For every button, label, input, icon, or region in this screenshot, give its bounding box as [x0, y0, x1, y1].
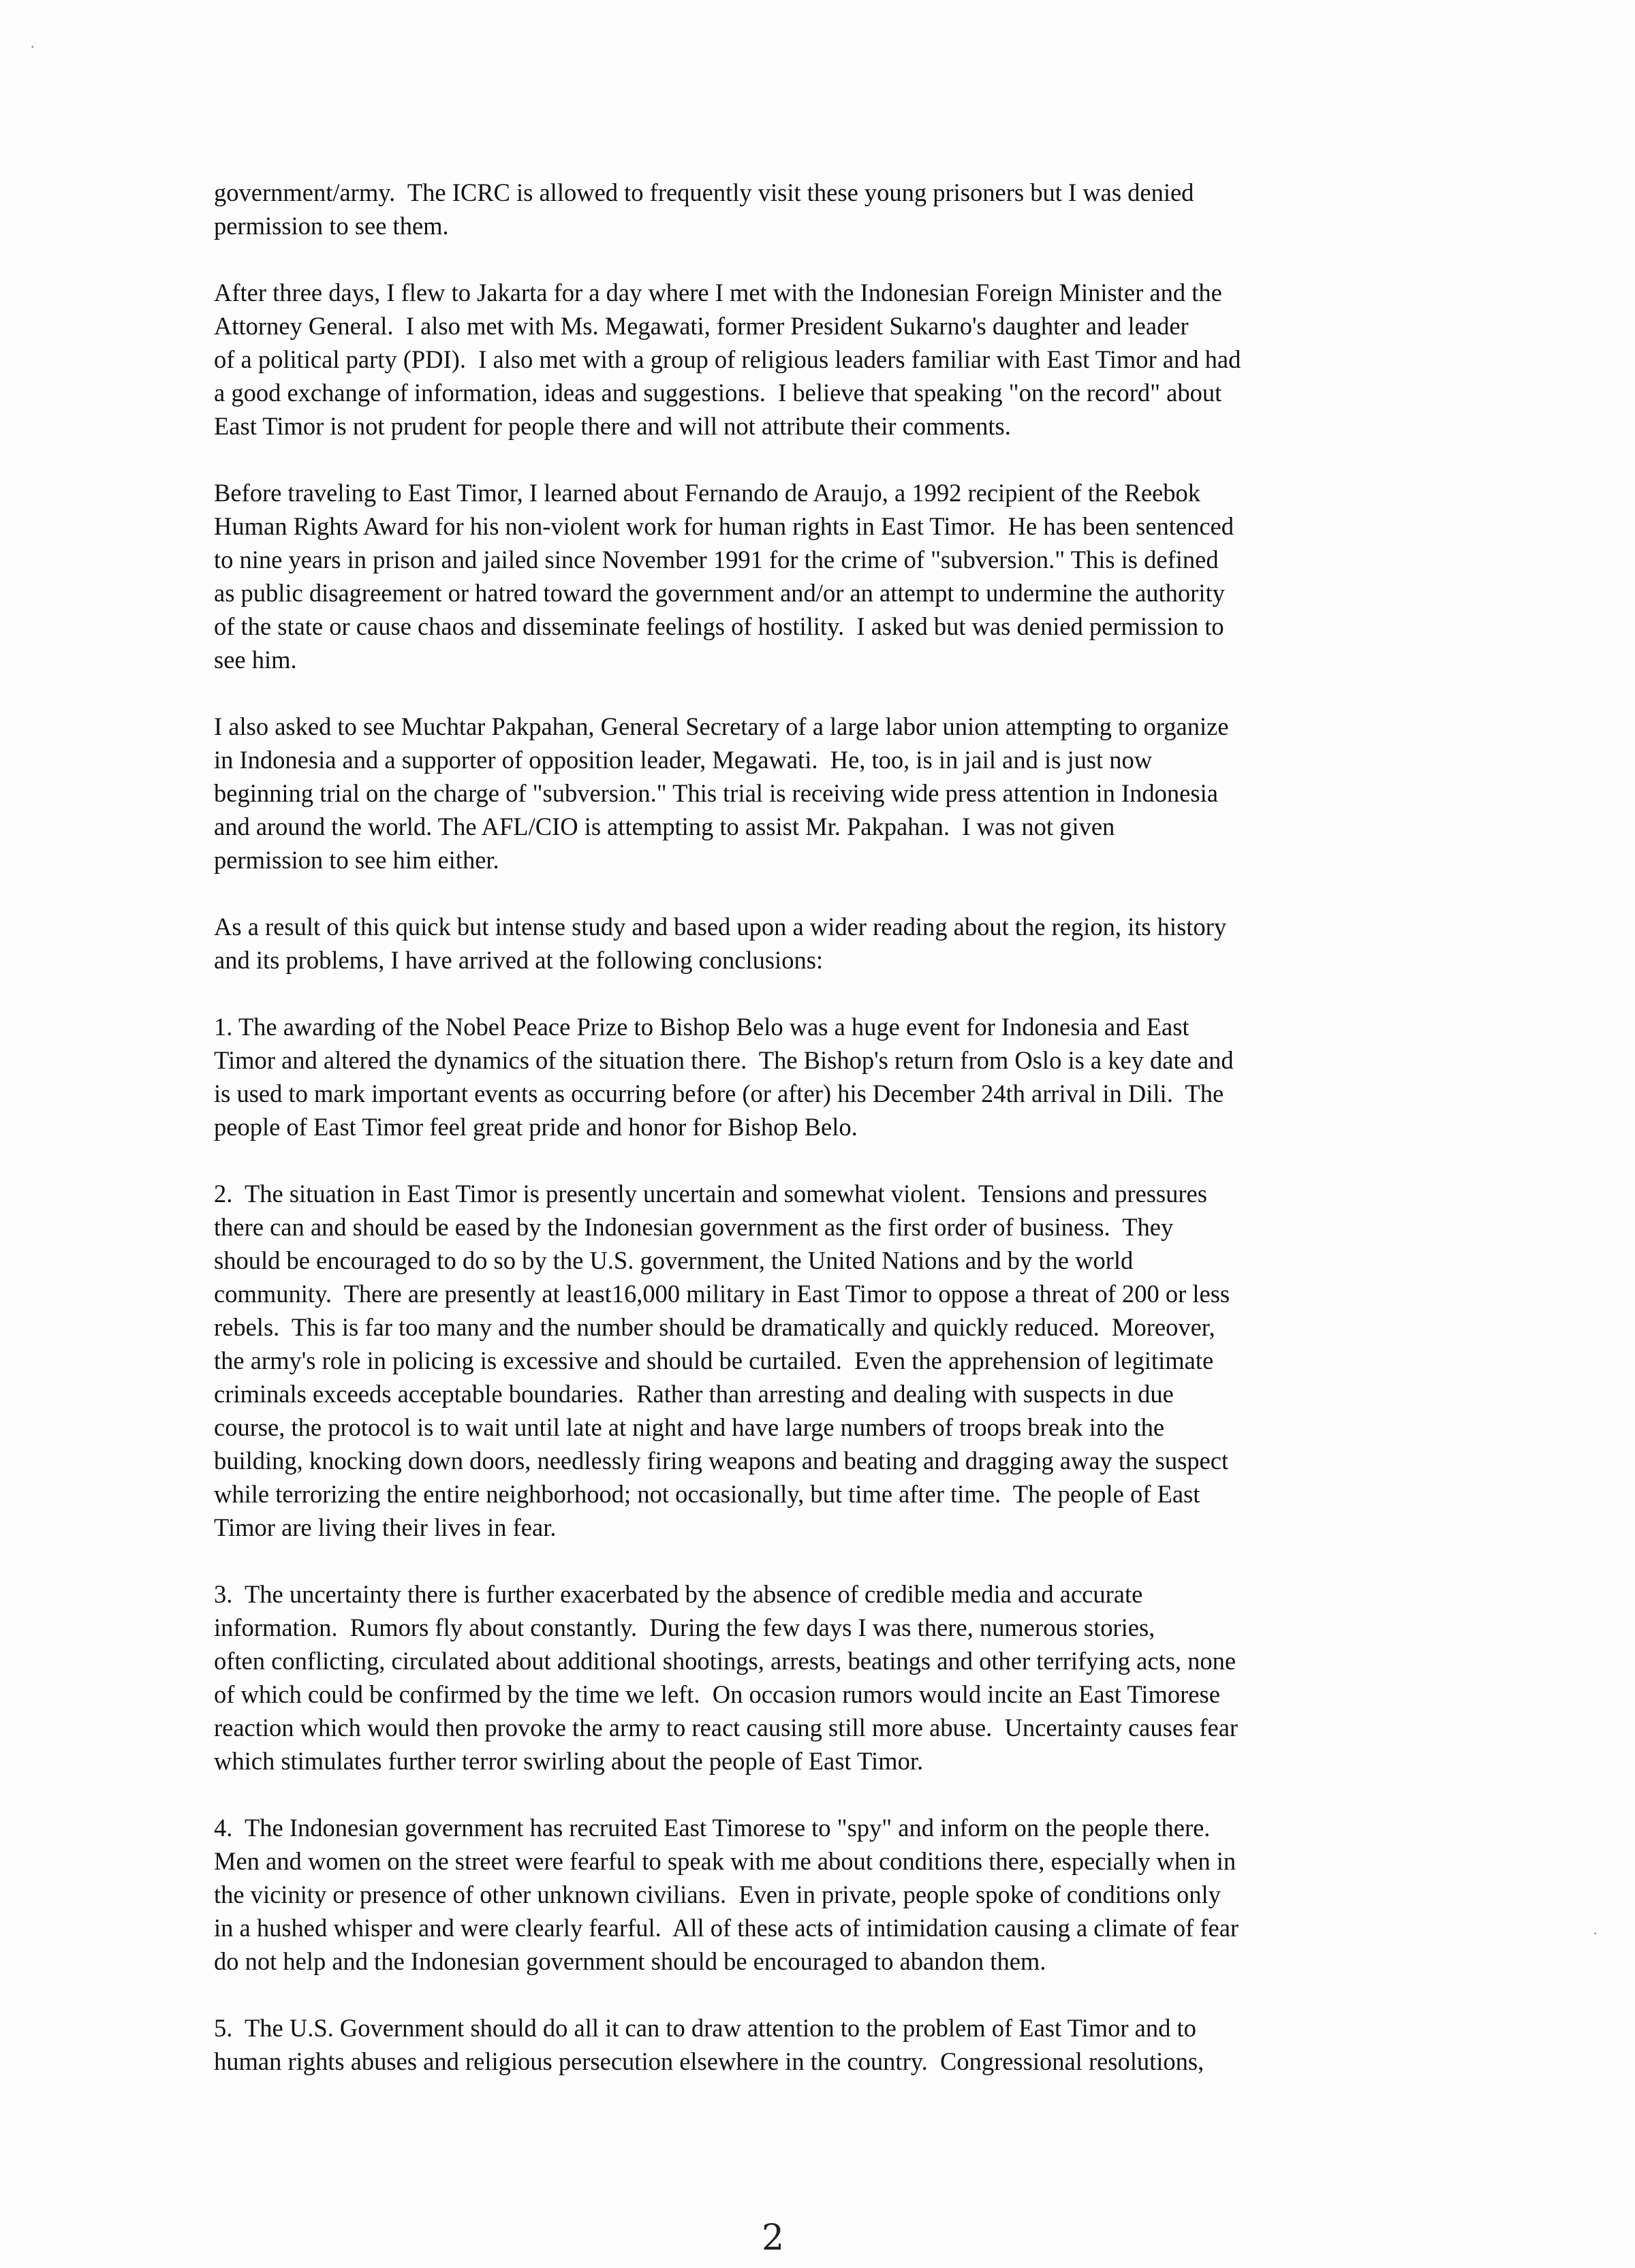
text-line: 5. The U.S. Government should do all it can to draw attention to the problem of East Timor and to	[214, 2014, 1196, 2042]
text-line: As a result of this quick but intense study and based upon a wider reading about the region, its history	[214, 913, 1227, 941]
text-line: do not help and the Indonesian government should be encouraged to abandon them.	[214, 1947, 1046, 1975]
text-line: Human Rights Award for his non-violent work for human rights in East Timor. He has been sentenced	[214, 512, 1234, 540]
text-line: I also asked to see Muchtar Pakpahan, General Secretary of a large labor union attempting to organize	[214, 712, 1229, 740]
text-line: and around the world. The AFL/CIO is attempting to assist Mr. Pakpahan. I was not given	[214, 813, 1115, 840]
text-line: while terrorizing the entire neighborhood; not occasionally, but time after time. The people of East	[214, 1480, 1200, 1508]
text-line: people of East Timor feel great pride and honor for Bishop Belo.	[214, 1113, 858, 1141]
paragraph	[214, 176, 1413, 242]
letter-body	[214, 176, 1413, 2111]
paragraph	[214, 276, 1413, 443]
text-line: which stimulates further terror swirling about the people of East Timor.	[214, 1747, 924, 1775]
text-line: as public disagreement or hatred toward the government and/or an attempt to undermine the authority	[214, 579, 1225, 607]
text-line: 2. The situation in East Timor is presently uncertain and somewhat violent. Tensions and pressures	[214, 1180, 1207, 1208]
text-line: rebels. This is far too many and the number should be dramatically and quickly reduced. Moreover,	[214, 1313, 1215, 1341]
scan-speck: ·	[1593, 1925, 1598, 1942]
paragraph	[214, 476, 1413, 676]
text-line: 1. The awarding of the Nobel Peace Prize to Bishop Belo was a huge event for Indonesia and East	[214, 1013, 1189, 1041]
text-line: in a hushed whisper and were clearly fearful. All of these acts of intimidation causing a climate of fear	[214, 1914, 1239, 1942]
text-line: information. Rumors fly about constantly. During the few days I was there, numerous stories,	[214, 1613, 1155, 1641]
scan-speck: ·	[30, 38, 35, 55]
text-line: is used to mark important events as occurring before (or after) his December 24th arrival in Dili. The	[214, 1080, 1224, 1107]
text-line: Men and women on the street were fearful to speak with me about conditions there, especially when in	[214, 1847, 1236, 1875]
paragraph	[214, 1577, 1413, 1778]
text-line: criminals exceeds acceptable boundaries. Rather than arresting and dealing with suspects in due	[214, 1380, 1174, 1408]
text-line: permission to see them.	[214, 212, 449, 240]
text-line: building, knocking down doors, needlessly firing weapons and beating and dragging away the suspect	[214, 1447, 1229, 1475]
text-line: and its problems, I have arrived at the following conclusions:	[214, 946, 824, 974]
text-line: 3. The uncertainty there is further exacerbated by the absence of credible media and accurate	[214, 1580, 1143, 1608]
text-line: reaction which would then provoke the army to react causing still more abuse. Uncertainty causes fear	[214, 1714, 1239, 1742]
text-line: the vicinity or presence of other unknown civilians. Even in private, people spoke of conditions only	[214, 1880, 1221, 1908]
text-line: the army's role in policing is excessive and should be curtailed. Even the apprehension of legitimate	[214, 1346, 1214, 1374]
text-line: a good exchange of information, ideas and suggestions. I believe that speaking "on the record" about	[214, 379, 1222, 407]
text-line: Before traveling to East Timor, I learned about Fernando de Araujo, a 1992 recipient of the Reebok	[214, 479, 1201, 507]
text-line: there can and should be eased by the Indonesian government as the first order of business. They	[214, 1213, 1174, 1241]
paragraph	[214, 2011, 1413, 2078]
text-line: government/army. The ICRC is allowed to frequently visit these young prisoners but I was denied	[214, 178, 1194, 206]
text-line: to nine years in prison and jailed since November 1991 for the crime of "subversion." This is defined	[214, 546, 1219, 573]
text-line: often conflicting, circulated about additional shootings, arrests, beatings and other terrifying acts, none	[214, 1647, 1236, 1675]
text-line: beginning trial on the charge of "subversion." This trial is receiving wide press attention in Indonesia	[214, 779, 1218, 807]
text-line: should be encouraged to do so by the U.S. government, the United Nations and by the world	[214, 1246, 1134, 1274]
text-line: Attorney General. I also met with Ms. Megawati, former President Sukarno's daughter and leader	[214, 312, 1189, 340]
text-line: of a political party (PDI). I also met with a group of religious leaders familiar with East Timor and had	[214, 345, 1241, 373]
paragraph	[214, 1010, 1413, 1144]
paragraph	[214, 1811, 1413, 1978]
text-line: community. There are presently at least16,000 military in East Timor to oppose a threat of 200 or less	[214, 1280, 1230, 1308]
text-line: see him.	[214, 646, 297, 674]
paragraph	[214, 910, 1413, 977]
text-line: East Timor is not prudent for people there and will not attribute their comments.	[214, 412, 1011, 440]
paragraph	[214, 710, 1413, 877]
text-line: course, the protocol is to wait until late at night and have large numbers of troops break into the	[214, 1413, 1165, 1441]
text-line: of the state or cause chaos and disseminate feelings of hostility. I asked but was denied permission to	[214, 612, 1224, 640]
text-line: of which could be confirmed by the time we left. On occasion rumors would incite an East Timorese	[214, 1680, 1220, 1708]
page-number: 2	[762, 2218, 785, 2258]
text-line: 4. The Indonesian government has recruited East Timorese to "spy" and inform on the people there.	[214, 1814, 1211, 1842]
paragraph	[214, 1177, 1413, 1544]
text-line: After three days, I flew to Jakarta for a day where I met with the Indonesian Foreign Minister and the	[214, 279, 1222, 306]
text-line: Timor are living their lives in fear.	[214, 1513, 557, 1541]
text-line: permission to see him either.	[214, 846, 499, 874]
text-line: human rights abuses and religious persecution elsewhere in the country. Congressional resolutions,	[214, 2047, 1204, 2075]
text-line: in Indonesia and a supporter of opposition leader, Megawati. He, too, is in jail and is just now	[214, 746, 1153, 774]
text-line: Timor and altered the dynamics of the situation there. The Bishop's return from Oslo is a key date and	[214, 1046, 1234, 1074]
